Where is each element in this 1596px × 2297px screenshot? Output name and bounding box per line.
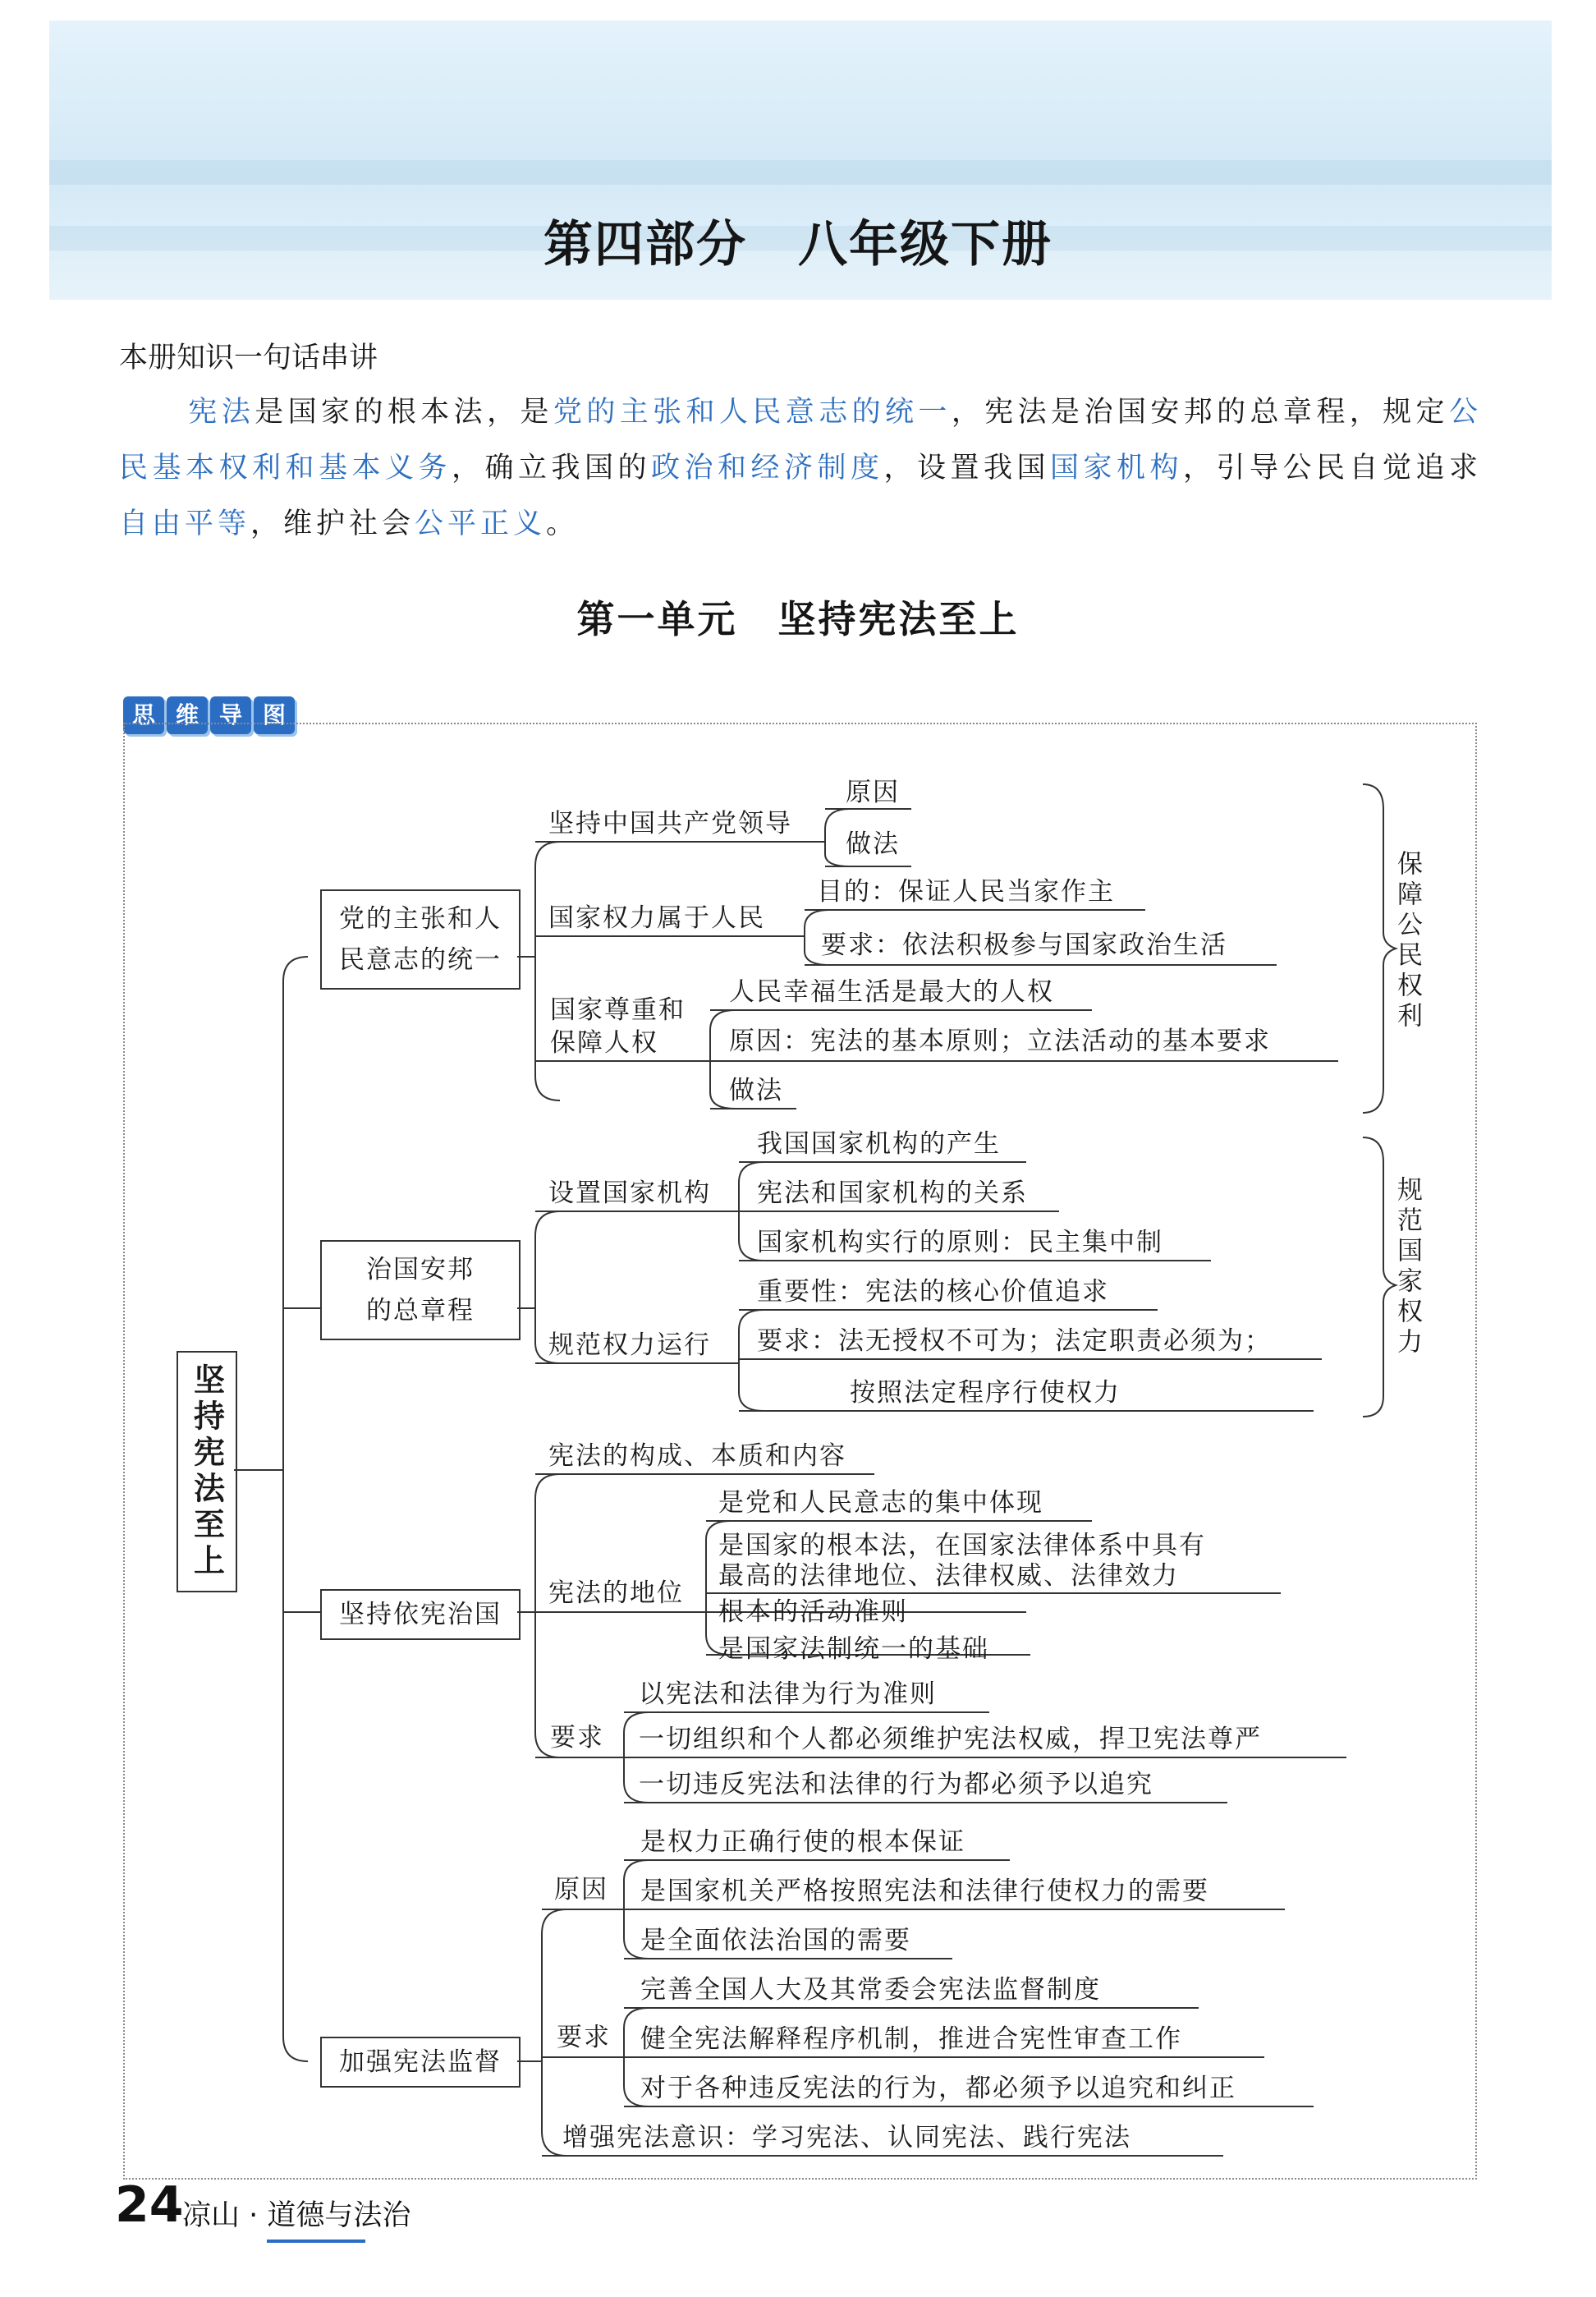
b2-s1-leaf: 宪法和国家机构的关系 [757,1178,1028,1208]
badge-char: 图 [254,696,295,734]
part-title: 第四部分 八年级下册 [543,216,1053,273]
b3-s1-leaf: 根本的活动准则 [718,1597,908,1627]
paragraph-text: ，设置我国 [883,452,1050,485]
b3-s2-leaf: 一切违反宪法和法律的行为都必须予以追究 [639,1770,1153,1799]
b2-s1-leaf: 我国国家机构的产生 [757,1129,1001,1159]
b1-s2-leaf: 目的：保证人民当家作主 [817,877,1115,907]
b1-s3-line-2: 保障人权 [550,1028,658,1058]
b4-s1-label: 原因 [554,1875,608,1904]
paragraph-text: 。 [546,508,580,540]
highlight-term: 公平正义 [415,508,547,540]
branch-box-1 [320,889,521,990]
b4-s2-label: 要求 [557,2023,611,2052]
b3-s1-label: 宪法的地位 [548,1578,684,1608]
highlight-term: 宪法 [188,396,255,429]
badge-char: 思 [123,696,164,734]
b2-s1-leaf: 国家机构实行的原则：民主集中制 [757,1228,1163,1257]
branch-2-line-1: 治国安邦 [366,1255,475,1284]
highlight-term: 公民基本权利和基本义务 [119,396,1482,485]
b2-s1-label: 设置国家机构 [548,1178,711,1208]
paragraph-text: ，维护社会 [250,508,415,540]
b1-s1-leaf: 做法 [846,829,900,859]
paragraph-text: ，宪法是治国安邦的总章程，规定 [951,396,1449,429]
b4-s2-leaf: 对于各种违反宪法的行为，都必须予以追究和纠正 [640,2074,1236,2103]
b1-s3-leaf: 人民幸福生活是最大的人权 [729,977,1054,1007]
b2-s2-label: 规范权力运行 [548,1330,711,1360]
highlight-term: 自由平等 [119,508,251,540]
b4-s1-leaf: 是权力正确行使的根本保证 [640,1827,965,1857]
right-label-rights: 保障公民权利 [1392,850,1422,1032]
branch-box-3 [320,1589,521,1640]
right-label-power: 规范国家权力 [1392,1176,1422,1358]
b1-s1-leaf: 原因 [846,778,900,807]
paragraph-text: ，确立我国的 [451,452,651,485]
b1-s2-leaf: 要求：依法积极参与国家政治生活 [821,930,1227,960]
b2-s2-leaf: 要求：法无授权不可为；法定职责必须为； [757,1326,1272,1356]
branch-2-line-2: 的总章程 [366,1296,475,1325]
b3-s1-leaf: 是国家法制统一的基础 [718,1634,989,1664]
branch-box-2 [320,1240,521,1340]
paragraph-text: 是国家的根本法，是 [255,396,553,429]
branch-box-4 [320,2037,521,2088]
badge-char: 维 [167,696,208,734]
highlight-term: 党的主张和人民意志的统一 [553,396,952,429]
b1-s2-label: 国家权力属于人民 [548,903,765,933]
b3-s0-label: 宪法的构成、本质和内容 [548,1441,846,1471]
b3-s1-leaf: 最高的法律地位、法律权威、法律效力 [718,1561,1179,1591]
mindmap-root [177,1351,237,1592]
b4-s2-leaf: 健全宪法解释程序机制，推进合宪性审查工作 [640,2024,1182,2054]
b3-s1-leaf: 是党和人民意志的集中体现 [718,1488,1043,1518]
b1-s3-line-1: 国家尊重和 [550,995,686,1025]
b2-s2-leaf: 重要性：宪法的核心价值追求 [757,1277,1109,1307]
b4-s1-leaf: 是国家机关严格按照宪法和法律行使权力的需要 [640,1877,1209,1906]
b3-s2-label: 要求 [550,1723,604,1753]
branch-4-label: 加强宪法监督 [339,2047,502,2077]
page-number: 24 [115,2176,184,2234]
badge-char: 导 [210,696,251,734]
b1-s3-leaf: 原因：宪法的基本原则；立法活动的基本要求 [729,1027,1271,1056]
branch-1-line-2: 民意志的统一 [339,945,502,975]
b2-s2-leaf: 按照法定程序行使权力 [850,1378,1121,1408]
b3-s2-leaf: 一切组织和个人都必须维护宪法权威，捍卫宪法尊严 [639,1725,1262,1754]
branch-3-label: 坚持依宪治国 [339,1600,502,1629]
b1-s3-leaf: 做法 [729,1076,783,1105]
intro-heading: 本册知识一句话串讲 [119,342,378,374]
highlight-term: 国家机构 [1049,452,1183,485]
b3-s1-leaf: 是国家的根本法，在国家法律体系中具有 [718,1531,1206,1560]
b1-s1-label: 坚持中国共产党领导 [548,809,792,838]
b4-s3-label: 增强宪法意识：学习宪法、认同宪法、践行宪法 [562,2123,1131,2152]
paragraph-text: ，引导公民自觉追求 [1182,452,1482,485]
unit-title: 第一单元 坚持宪法至上 [576,597,1020,641]
branch-1-line-1: 党的主张和人 [339,904,502,934]
root-label: 坚持宪法至上 [188,1363,225,1580]
highlight-term: 政治和经济制度 [650,452,884,485]
b4-s1-leaf: 是全面依法治国的需要 [640,1926,911,1955]
b3-s2-leaf: 以宪法和法律为行为准则 [639,1679,937,1709]
b4-s2-leaf: 完善全国人大及其常委会宪法监督制度 [640,1975,1101,2005]
footer-underline [267,2240,365,2243]
footer-text: 凉山 · 道德与法治 [182,2199,411,2232]
